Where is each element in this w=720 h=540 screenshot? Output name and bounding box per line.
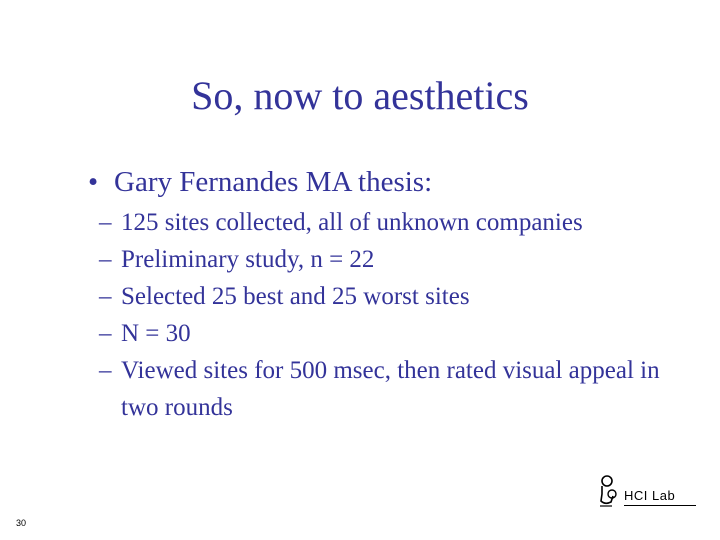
- slide-number: 30: [16, 518, 27, 528]
- sub-bullet-item: [99, 352, 699, 426]
- bullet-text: Gary Fernandes MA thesis:: [114, 166, 433, 198]
- hci-lab-logo: [598, 474, 703, 512]
- sub-bullet-item: [99, 315, 699, 352]
- sub-bullet-text: Selected 25 best and 25 worst sites: [121, 283, 470, 310]
- dash-marker: –: [99, 209, 112, 236]
- dash-marker: –: [99, 283, 112, 310]
- dash-marker: –: [99, 357, 112, 384]
- logo-text: HCI Lab: [624, 488, 676, 503]
- sub-bullet-item: [99, 241, 699, 278]
- sub-bullet-text: Preliminary study, n = 22: [121, 246, 375, 273]
- sub-bullet-text: Viewed sites for 500 msec, then rated visual appeal in two rounds: [121, 357, 660, 421]
- logo-underline: [624, 505, 696, 506]
- dash-marker: –: [99, 320, 112, 347]
- sub-bullet-item: [99, 204, 699, 241]
- dash-marker: –: [99, 246, 112, 273]
- person-icon: [598, 474, 626, 512]
- sub-bullet-text: N = 30: [121, 320, 191, 347]
- sub-bullet-item: [99, 278, 699, 315]
- slide-title: So, now to aesthetics: [191, 73, 529, 118]
- bullet-item: [88, 164, 432, 200]
- bullet-marker: •: [88, 166, 99, 198]
- sub-bullet-list: [99, 204, 699, 426]
- sub-bullet-text: 125 sites collected, all of unknown companies: [121, 209, 583, 236]
